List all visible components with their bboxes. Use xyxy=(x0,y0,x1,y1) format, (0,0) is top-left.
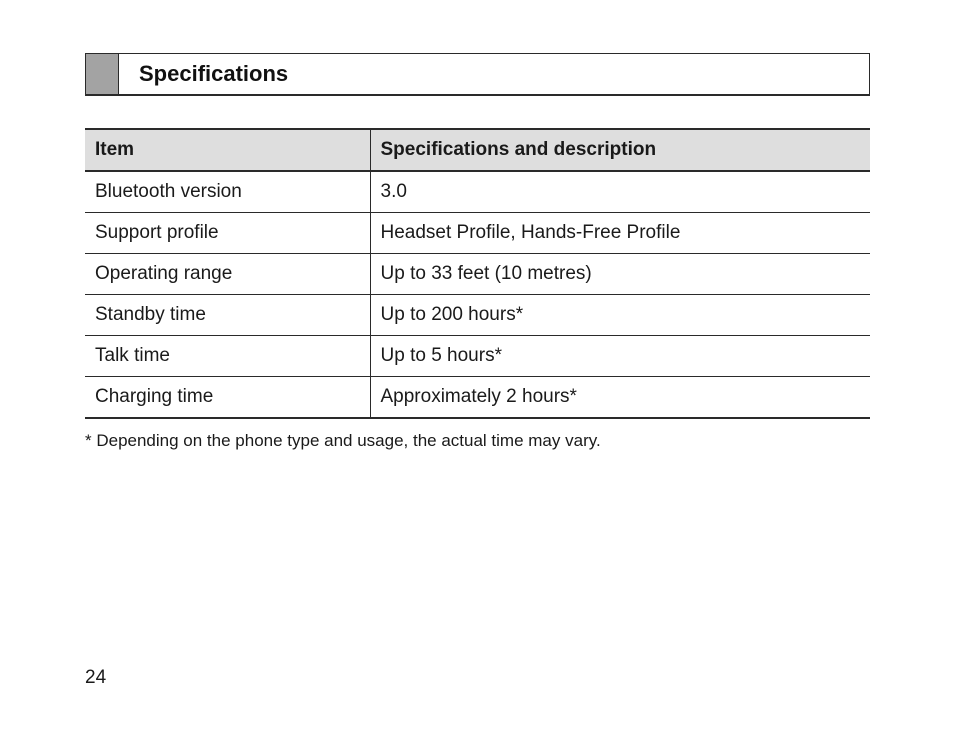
spec-cell: 3.0 xyxy=(370,171,870,213)
spec-cell: Headset Profile, Hands-Free Profile xyxy=(370,213,870,254)
specifications-table xyxy=(85,128,870,419)
item-cell: Operating range xyxy=(85,254,370,295)
item-cell: Talk time xyxy=(85,336,370,377)
spec-cell: Up to 5 hours* xyxy=(370,336,870,377)
section-header-tab xyxy=(86,54,119,94)
item-cell: Charging time xyxy=(85,377,370,419)
footnote: * Depending on the phone type and usage, the actual time may vary. xyxy=(85,431,601,450)
page-number: 24 xyxy=(85,667,107,688)
spec-cell: Approximately 2 hours* xyxy=(370,377,870,419)
spec-cell: Up to 200 hours* xyxy=(370,295,870,336)
table-row xyxy=(85,377,870,419)
table-header-row xyxy=(85,129,870,171)
column-header-specifications: Specifications and description xyxy=(370,129,870,171)
section-title: Specifications xyxy=(139,61,289,86)
column-header-item: Item xyxy=(85,129,370,171)
table-row xyxy=(85,213,870,254)
item-cell: Standby time xyxy=(85,295,370,336)
spec-cell: Up to 33 feet (10 metres) xyxy=(370,254,870,295)
item-cell: Support profile xyxy=(85,213,370,254)
item-cell: Bluetooth version xyxy=(85,171,370,213)
table-row xyxy=(85,171,870,213)
section-header xyxy=(85,53,870,96)
table-row xyxy=(85,336,870,377)
table-row xyxy=(85,295,870,336)
table-row xyxy=(85,254,870,295)
